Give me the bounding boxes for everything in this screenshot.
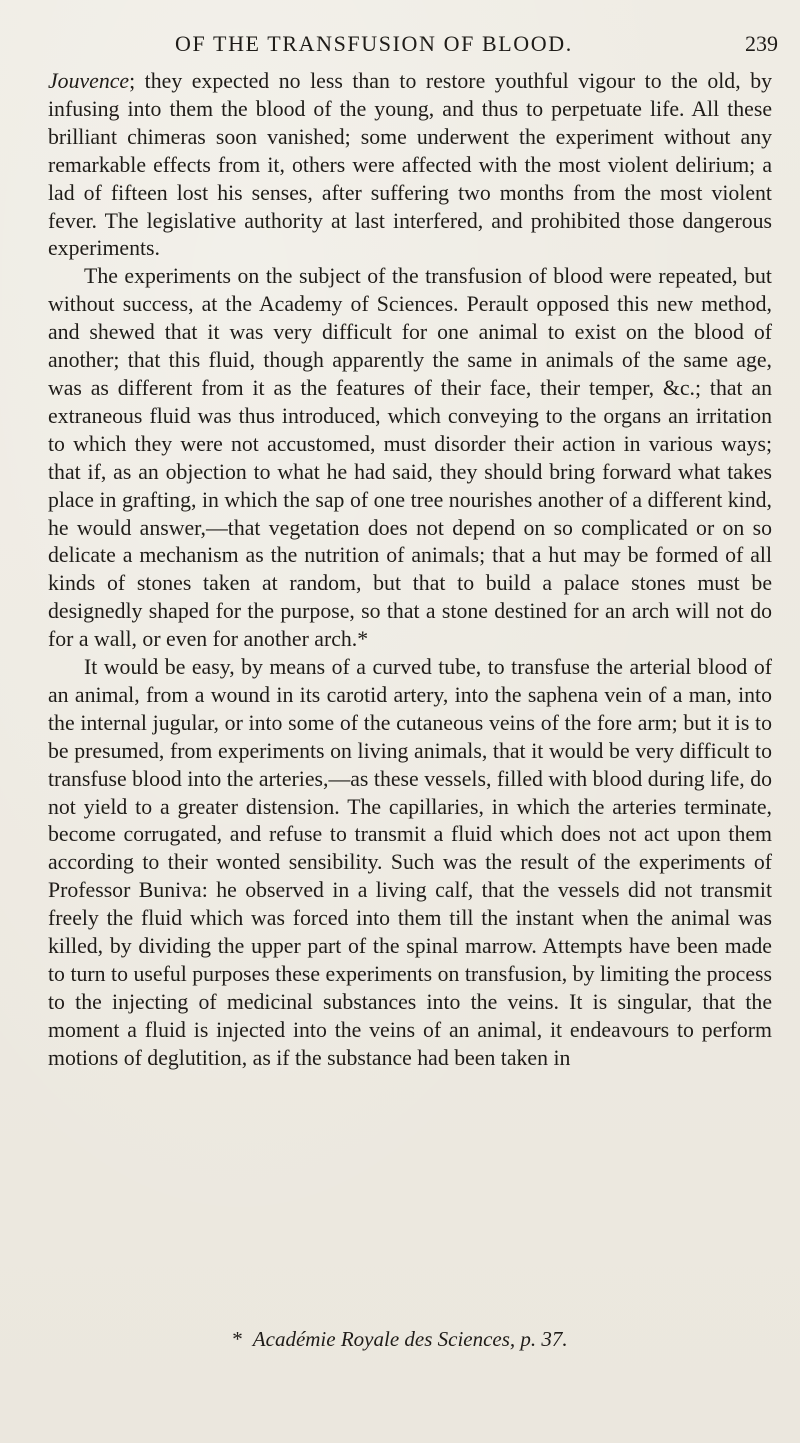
paragraph-3: It would be easy, by means of a curved tube, to transfuse the arterial blood of an animal, from a wound in its carotid artery, into the saphena vein of a man, into the internal jugular, or into some of the cutaneous veins of the fore arm; but it is to be presumed, from experiments on living animals, that it would be very difficult to transfuse blood into the arteries,—as these vessels, filled with blood during life, do not yield to a greater distension. The capillaries, in which the arteries terminate, become corrugated, and refuse to transmit a fluid which does not act upon them according to their wonted sensibility. Such was the result of the experiments of Professor Buniva: he observed in a living calf, that the vessels did not transmit freely the fluid which was forced into them till the instant when the animal was killed, by dividing the upper part of the spinal marrow. Attempts have been made to turn to useful purposes these experiments on transfusion, by limiting the process to the injecting of medicinal substances into the veins. It is singular, that the moment a fluid is injected into the veins of an animal, it endeavours to perform motions of deglutition, as if the substance had been taken in (48, 655, 772, 1070)
running-title: OF THE TRANSFUSION OF BLOOD. (175, 31, 573, 56)
paragraph-2: The experiments on the subject of the transfusion of blood were repeated, but without success, at the Academy of Sciences. Perault opposed this new method, and shewed that it was very difficult for one animal to exist on the blood of another; that this fluid, though apparently the same in animals of the same age, was as different from it as the features of their face, their temper, &c.; that an extraneous fluid was thus introduced, which conveying to the organs an irritation to which they were not accustomed, must disorder their action in various ways; that if, as an objection to what he had said, they should bring forward what takes place in grafting, in which the sap of one tree nourishes another of a different kind, he would answer,—that vegetation does not depend on so complicated or on so delicate a mechanism as the nutrition of animals; that a hut may be formed of all kinds of stones taken at random, but that to build a palace stones must be designedly shaped for the purpose, so that a stone destined for an arch will not do for a wall, or even for another arch.* (48, 264, 772, 652)
page-number: 239 (745, 31, 778, 56)
paragraph-1 (48, 68, 772, 263)
footnote (0, 1325, 800, 1353)
body-text (48, 68, 772, 1073)
running-head (0, 24, 800, 64)
footnote-text: Académie Royale des Sciences, p. 37. (252, 1327, 568, 1351)
footnote-mark: * (232, 1327, 243, 1351)
paragraph-1-text: ; they expected no less than to restore youthful vigour to the old, by infusing into them the blood of the young, and thus to perpetuate life. All these brilliant chimeras soon vanished; some underwent the experiment without any remarkable effects from it, others were affected with the most violent delirium; a lad of fifteen lost his senses, after suffering two months from the most violent fever. The legislative authority at last interfered, and prohibited those dangerous experiments. (48, 69, 772, 261)
paragraph-1-lead: Jouvence (48, 69, 130, 93)
